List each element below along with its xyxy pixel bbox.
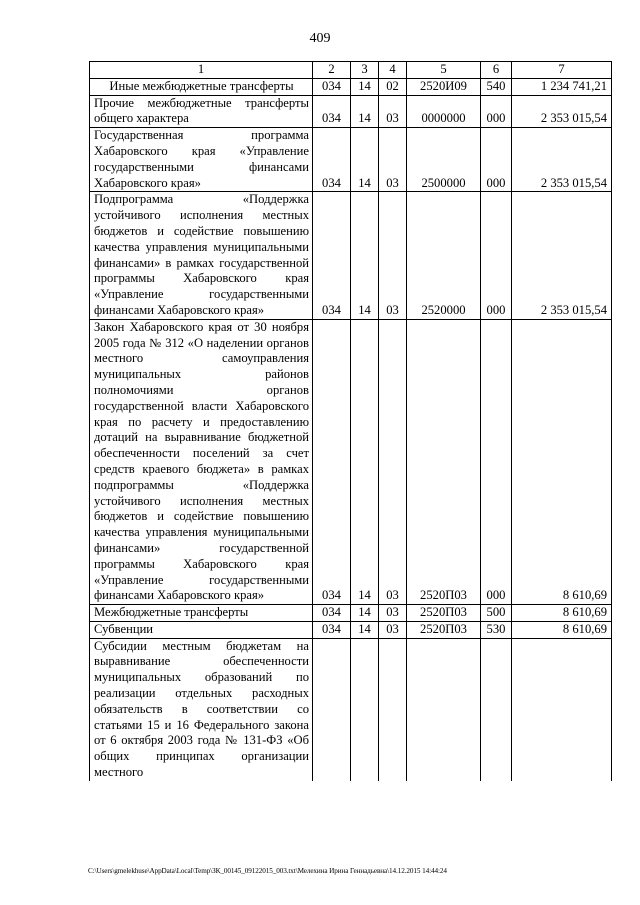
cell-expense-type — [481, 638, 512, 781]
table-row — [90, 319, 612, 604]
cell-target-code: 2520000 — [407, 192, 481, 319]
cell-subsection: 02 — [379, 78, 407, 95]
budget-table — [89, 61, 612, 781]
table-row — [90, 638, 612, 781]
cell-section: 14 — [351, 192, 379, 319]
cell-subsection — [379, 638, 407, 781]
cell-admin-code: 034 — [313, 128, 351, 192]
row-name: Подпрограмма «Поддержка устойчивого исполнения местных бюджетов и содействие повышению качества управления муниципальными финансами» в рамках государственной программы Хабаровского края «Управление государственными финансами Хабаровского края» — [90, 192, 313, 319]
cell-target-code: 2520П03 — [407, 605, 481, 622]
cell-admin-code: 034 — [313, 192, 351, 319]
table-row — [90, 605, 612, 622]
table-row — [90, 128, 612, 192]
column-header: 1 — [90, 62, 313, 79]
cell-expense-type: 000 — [481, 319, 512, 604]
row-name: Субсидии местным бюджетам на выравнивание обеспеченности муниципальных образований по реализации отдельных расходных обязательств в соответствии со статьями 15 и 16 Федерального закона от 6 октября 2003 года № 131-ФЗ «Об общих принципах организации местного — [90, 638, 313, 781]
row-name: Прочие межбюджетные трансферты общего характера — [90, 95, 313, 128]
cell-expense-type: 000 — [481, 192, 512, 319]
column-header: 3 — [351, 62, 379, 79]
cell-expense-type: 500 — [481, 605, 512, 622]
cell-amount: 2 353 015,54 — [512, 192, 612, 319]
column-header: 6 — [481, 62, 512, 79]
column-header: 7 — [512, 62, 612, 79]
cell-amount: 8 610,69 — [512, 605, 612, 622]
file-path-footer: C:\Users\gmelekhuse\AppData\Local\Temp\ЗК_00145_09122015_003.txt\Мелехина Ирина Геннадьевна\14.12.2015 14:44:24 — [88, 867, 447, 875]
cell-target-code: 2520П03 — [407, 319, 481, 604]
row-name: Субвенции — [90, 621, 313, 638]
table-row — [90, 192, 612, 319]
cell-section: 14 — [351, 128, 379, 192]
row-name: Межбюджетные трансферты — [90, 605, 313, 622]
cell-admin-code: 034 — [313, 319, 351, 604]
table-row — [90, 95, 612, 128]
column-header: 4 — [379, 62, 407, 79]
table-row — [90, 621, 612, 638]
cell-target-code: 0000000 — [407, 95, 481, 128]
cell-expense-type: 540 — [481, 78, 512, 95]
cell-section: 14 — [351, 95, 379, 128]
cell-subsection: 03 — [379, 95, 407, 128]
cell-expense-type: 000 — [481, 128, 512, 192]
cell-target-code: 2520И09 — [407, 78, 481, 95]
cell-amount: 1 234 741,21 — [512, 78, 612, 95]
cell-section: 14 — [351, 319, 379, 604]
cell-section: 14 — [351, 605, 379, 622]
cell-subsection: 03 — [379, 621, 407, 638]
cell-amount — [512, 638, 612, 781]
table-header-row — [90, 62, 612, 79]
cell-amount: 8 610,69 — [512, 621, 612, 638]
cell-admin-code: 034 — [313, 621, 351, 638]
cell-subsection: 03 — [379, 128, 407, 192]
row-name: Закон Хабаровского края от 30 ноября 2005 года № 312 «О наделении органов местного самоуправления муниципальных районов полномочиями органов государственной власти Хабаровского края по расчету и предоставлению дотаций на выравнивание бюджетной обеспеченности поселений за счет средств краевого бюджета» в рамках подпрограммы «Поддержка устойчивого исполнения местных бюджетов и содействие повышению качества управления муниципальными финансами» государственной программы Хабаровского края «Управление государственными финансами Хабаровского края» — [90, 319, 313, 604]
cell-amount: 2 353 015,54 — [512, 128, 612, 192]
row-name: Иные межбюджетные трансферты — [90, 78, 313, 95]
cell-subsection: 03 — [379, 319, 407, 604]
cell-amount: 2 353 015,54 — [512, 95, 612, 128]
cell-admin-code: 034 — [313, 95, 351, 128]
page-number: 409 — [309, 31, 331, 46]
cell-subsection: 03 — [379, 192, 407, 319]
cell-expense-type: 000 — [481, 95, 512, 128]
column-header: 2 — [313, 62, 351, 79]
cell-section: 14 — [351, 621, 379, 638]
cell-target-code — [407, 638, 481, 781]
cell-expense-type: 530 — [481, 621, 512, 638]
cell-admin-code — [313, 638, 351, 781]
cell-section: 14 — [351, 78, 379, 95]
cell-target-code: 2520П03 — [407, 621, 481, 638]
cell-section — [351, 638, 379, 781]
cell-subsection: 03 — [379, 605, 407, 622]
table-row — [90, 78, 612, 95]
row-name: Государственная программа Хабаровского края «Управление государственными финансами Хабаровского края» — [90, 128, 313, 192]
cell-admin-code: 034 — [313, 78, 351, 95]
cell-amount: 8 610,69 — [512, 319, 612, 604]
cell-target-code: 2500000 — [407, 128, 481, 192]
column-header: 5 — [407, 62, 481, 79]
cell-admin-code: 034 — [313, 605, 351, 622]
